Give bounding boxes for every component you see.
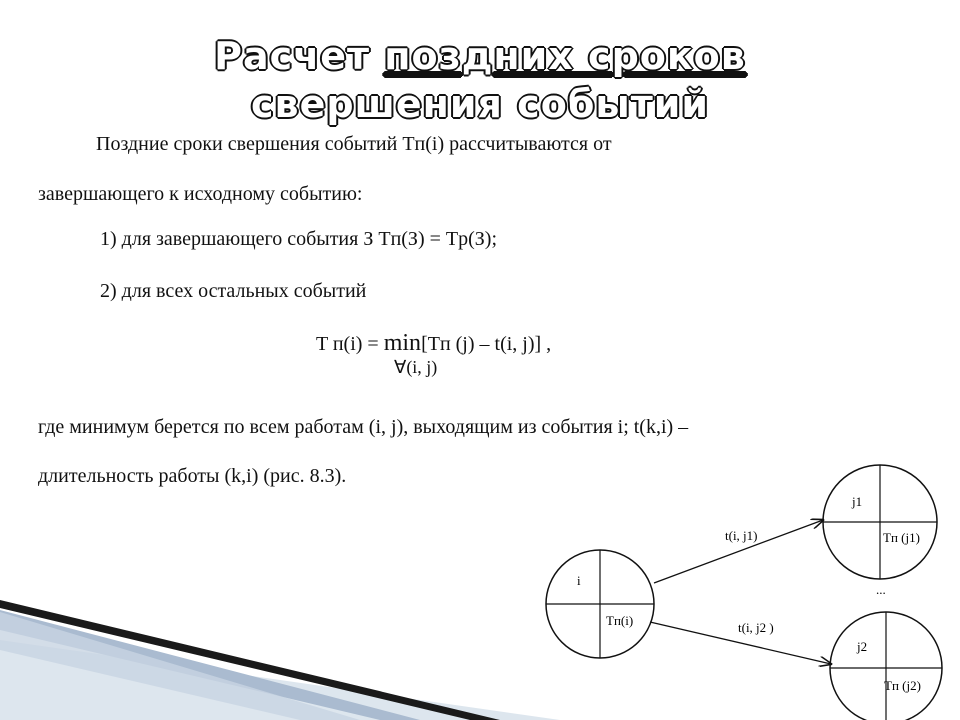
node-j1 — [823, 465, 937, 579]
para2-line1: где минимум берется по всем работам (i, j), выходящим из события i; t(k,i) – — [38, 416, 689, 438]
list-item-1: 1) для завершающего события З Tп(З) = Tр(З); — [100, 228, 498, 250]
formula-right: [Tп (j) – t(i, j)] , — [421, 333, 552, 355]
node-i-label: i — [577, 573, 581, 588]
ellipsis: ... — [876, 582, 886, 597]
node-i — [546, 550, 654, 658]
node-j1-value: Tп (j1) — [883, 530, 920, 545]
node-i-value: Tп(i) — [606, 613, 634, 628]
node-j1-label: j1 — [852, 494, 863, 509]
node-j2 — [830, 612, 942, 720]
title-line2: свершения событий — [251, 82, 709, 126]
node-j2-label: j2 — [857, 639, 868, 654]
para1-line1: Поздние сроки свершения событий Tп(i) рассчитываются от — [96, 133, 612, 155]
list-item-2: 2) для всех остальных событий — [100, 280, 367, 302]
node-j2-value: Tп (j2) — [884, 678, 921, 693]
title-line1-underlined: поздних сроков — [384, 34, 746, 78]
formula-left: T п(i) = — [316, 333, 384, 355]
title-line1-plain: Расчет — [214, 34, 385, 78]
para1-line2: завершающего к исходному событию: — [38, 183, 363, 205]
edge1-label: t(i, j1) — [725, 528, 758, 543]
para2-line2: длительность работы (k,i) (рис. 8.3). — [38, 465, 347, 487]
edge2-label: t(i, j2 ) — [738, 620, 774, 635]
formula-min: min — [383, 330, 422, 356]
formula-under: ∀(i, j) — [394, 357, 438, 377]
